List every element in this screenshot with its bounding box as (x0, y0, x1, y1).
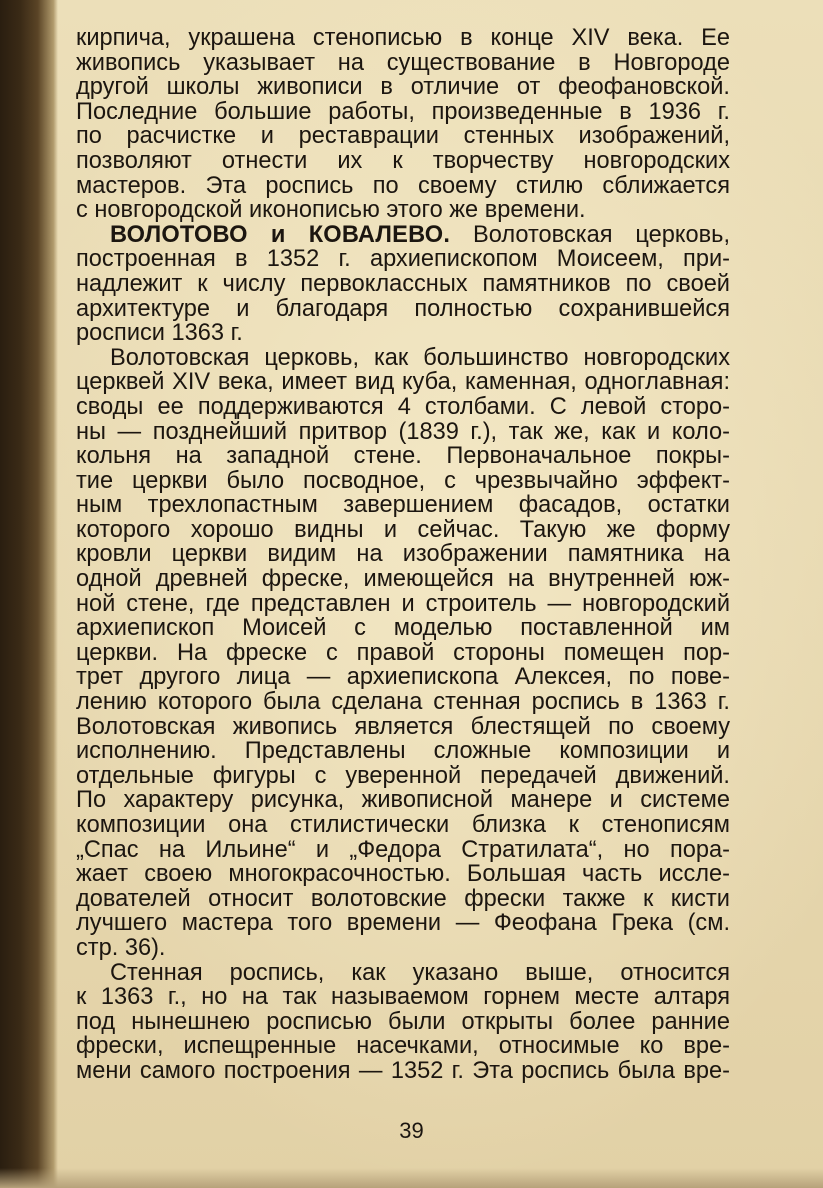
text-line: которого хорошо видны и сейчас. Такую же форму (76, 517, 730, 543)
text-line: ны — позднейший притвор (1839 г.), так же, как и коло- (76, 419, 730, 445)
text-line: композиции она стилистически близка к стенописям (76, 813, 730, 838)
text-line: лению которого была сделана стенная роспись в 1363 г. (76, 690, 730, 715)
text-line: церквей XIV века, имеет вид куба, каменная, одноглавная: (76, 370, 730, 395)
text-line: кирпича, украшена стенописью в конце XIV века. Ее (76, 26, 730, 51)
text-line: позволяют отнести их к творчеству новгородских (76, 148, 730, 174)
text-line: под нынешнею росписью были открыты более ранние (76, 1009, 730, 1035)
paragraph-volotovo (76, 223, 730, 346)
text-line: другой школы живописи в отличие от феофановской. (76, 75, 730, 100)
text-line: росписи 1363 г. (76, 321, 243, 346)
text-line: построенная в 1352 г. архиепископом Моисеем, при- (76, 247, 730, 272)
text-line: тие церкви было посводное, с чрезвычайно эффект- (76, 468, 730, 494)
text-line: кольня на западной стене. Первоначальное покры- (76, 444, 730, 469)
text-line: кровли церкви видим на изображении памятника на (76, 542, 730, 568)
text-line: Волотовская церковь, как большинство новгородских (110, 345, 730, 371)
text-line: мастеров. Эта роспись по своему стилю сближается (76, 173, 730, 199)
text-line: с новгородской иконописью этого же времени. (76, 198, 586, 223)
text-line: по расчистке и реставрации стенных изображений, (76, 124, 730, 149)
text-line: ной стене, где представлен и строитель — новгородский (76, 591, 730, 617)
text-line: стр. 36). (76, 935, 166, 961)
text-line: Последние большие работы, произведенные в 1936 г. (76, 99, 730, 125)
text-line: ным трехлопастным завершением фасадов, остатки (76, 493, 730, 518)
text-line: церкви. На фреске с правой стороны помещен пор- (76, 640, 730, 666)
text-line: надлежит к числу первоклассных памятников по своей (76, 271, 730, 297)
text-line: живопись указывает на существование в Новгороде (76, 50, 730, 76)
text-line: дователей относит волотовские фрески также к кисти (76, 886, 730, 912)
text-line: своды ее поддерживаются 4 столбами. С левой сторо- (76, 394, 730, 420)
text-line: лучшего мастера того времени — Феофана Грека (см. (76, 911, 730, 936)
text-line: фрески, испещренные насечками, относимые ко вре- (76, 1034, 730, 1059)
text-line: к 1363 г., но на так называемом горнем месте алтаря (76, 985, 730, 1010)
page-number: 39 (399, 1118, 424, 1143)
text-line: архитектуре и благодаря полностью сохранившейся (76, 296, 730, 322)
text-line: трет другого лица — архиепископа Алексея, по пове- (76, 665, 730, 691)
text-line: По характеру рисунка, живописной манере и системе (76, 788, 730, 813)
text-line (76, 223, 730, 248)
text-line-tail: Волотовская церковь, (450, 222, 730, 248)
book-spine-shadow (0, 0, 58, 1188)
text-line: отдельные фигуры с уверенной передачей движений. (76, 763, 730, 789)
text-line: мени самого построения — 1352 г. Эта роспись была вре- (76, 1058, 730, 1084)
text-line: „Спас на Ильине“ и „Федора Стратилата“, но пора- (76, 837, 730, 863)
paragraph-continuation (76, 26, 730, 223)
text-line: одной древней фреске, имеющейся на внутренней юж- (76, 567, 730, 592)
paragraph-earlier-frescoes (76, 961, 730, 1084)
text-line: Волотовская живопись является блестящей по своему (76, 714, 730, 740)
section-heading: ВОЛОТОВО и КОВАЛЕВО. (110, 222, 451, 248)
page-bottom-edge (0, 1168, 823, 1188)
text-line: архиепископ Моисей с моделью поставленной им (76, 616, 730, 641)
text-line: исполнению. Представлены сложные композиции и (76, 739, 730, 764)
paragraph-church-description (76, 346, 730, 961)
text-line: Стенная роспись, как указано выше, относится (110, 960, 730, 986)
body-text (76, 26, 730, 1084)
text-line: жает своею многокрасочностью. Большая часть иссле- (76, 862, 730, 887)
